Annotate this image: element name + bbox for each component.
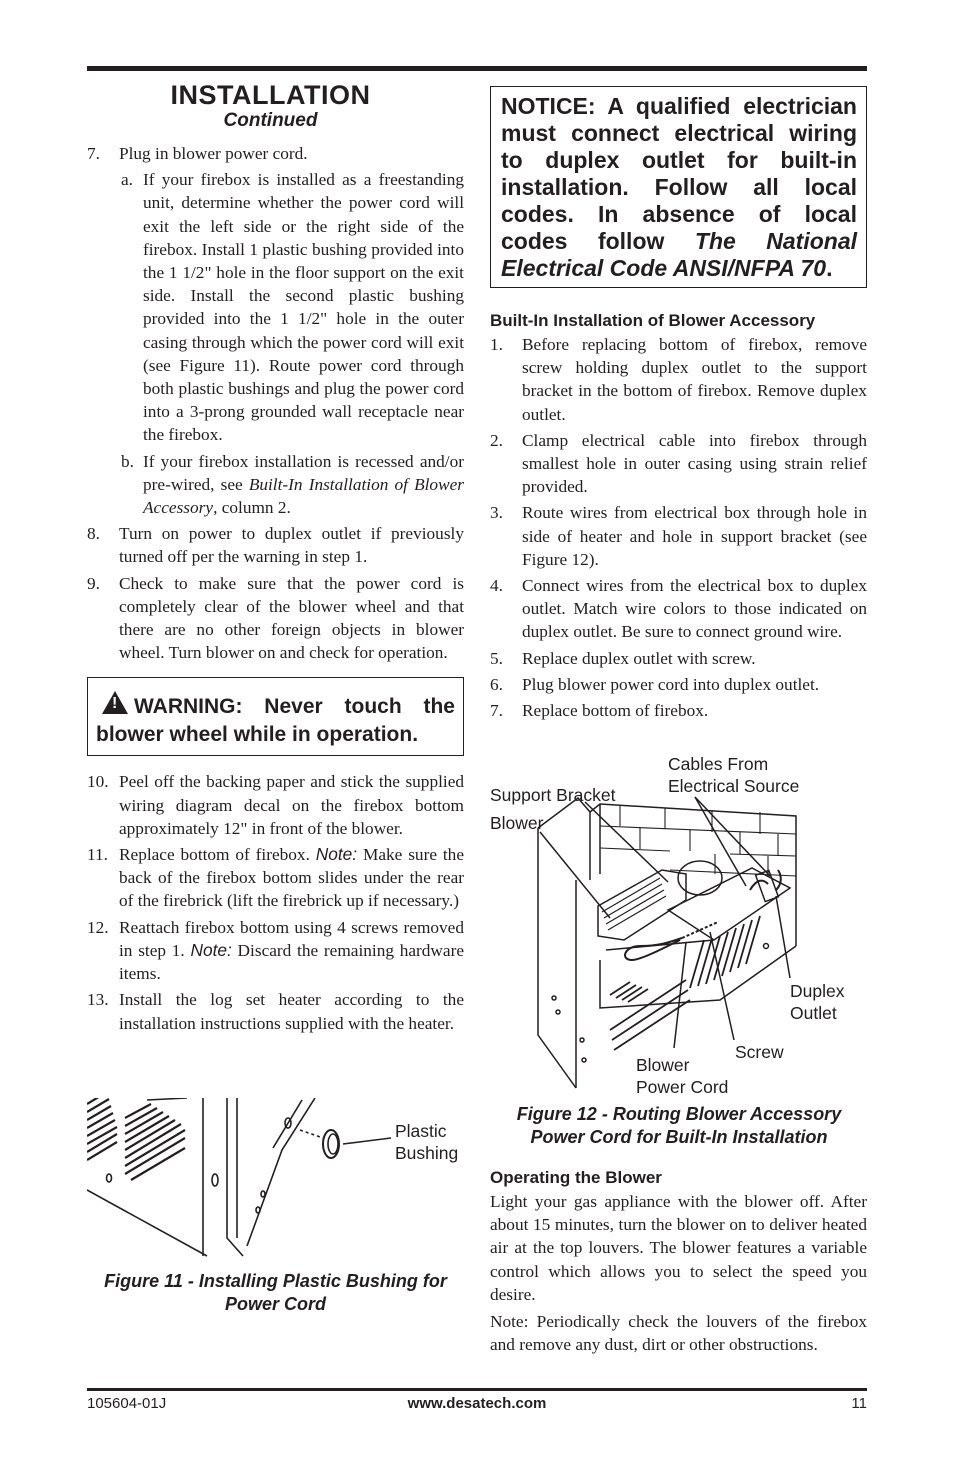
list-item-step-7b (87, 450, 464, 520)
step-text-end: Make sure the back of the firebox bottom slides under the rear of the firebrick (lift the firebrick up if necessary.) (119, 845, 464, 911)
list-item: 7. Replace bottom of firebox. (490, 701, 709, 721)
operating-heading: Operating the Blower (490, 1168, 662, 1187)
cord-label-line2: Power Cord (636, 1077, 729, 1097)
step-text: Install the log set heater according to the installation instructions supplied with the heater. (119, 990, 464, 1033)
notice-text: NOTICE: A qualified electrician must connect electrical wiring to duplex outlet for built-in installation. Follow all local codes. In absence of local codes follow (501, 93, 857, 254)
support-bracket-label: Support Bracket (490, 785, 616, 805)
step-text: Check to make sure that the power cord is completely clear of the blower wheel and that there are no other foreign objects in blower wheel. Turn blower on and check for operation. (119, 573, 464, 663)
page-number: 11 (851, 1395, 867, 1412)
step-number: 11. (87, 845, 108, 865)
step-number: 10. (87, 772, 109, 792)
operating-paragraph: Light your gas appliance with the blower off. After about 15 minutes, turn the blower on to deliver heated air at the top louvers. The blower features a variable control which allows you to select the speed you desire. (490, 1192, 867, 1304)
figure-12-caption-line2: Power Cord for Built-In Installation (530, 1127, 828, 1147)
list-item: 1. Before replacing bottom of firebox, remove screw holding duplex outlet to the support bracket in the bottom of firebox. Remove duplex outlet. (490, 335, 867, 424)
step-number: 13. (87, 990, 109, 1010)
substep-text: If your firebox installation is recessed and/or pre-wired, see (143, 451, 464, 494)
list-item: 4. Connect wires from the electrical box to duplex outlet. Match wire colors to those indicated on duplex outlet. Be sure to connect ground wire. (490, 576, 867, 642)
step-number: 12. (87, 917, 109, 937)
cord-label-line1: Blower (636, 1055, 690, 1075)
note-label: Note: (315, 844, 358, 865)
blower-label: Blower (490, 813, 544, 833)
substep-text-end: , column 2. (213, 498, 291, 518)
operating-note: Note: Periodically check the louvers of the firebox and remove any dust, dirt or other obstructions. (490, 1312, 867, 1355)
bushing-label: Bushing (395, 1143, 459, 1163)
list-item-step-7a (87, 168, 464, 446)
warning-box (87, 677, 464, 756)
figure-12-caption-line1: Figure 12 - Routing Blower Accessory (516, 1104, 842, 1124)
figure-11-caption: Figure 11 - Installing Plastic Bushing for Power Cord (104, 1271, 447, 1314)
step-text: Plug in blower power cord. (119, 144, 308, 163)
step-text: Replace bottom of firebox. (119, 845, 316, 865)
website-link[interactable]: www.desatech.com (407, 1395, 547, 1412)
list-item: 3. Route wires from electrical box through hole in side of heater and hole in support bracket (see Figure 12). (490, 503, 867, 569)
duplex-label-line2: Outlet (790, 1003, 837, 1023)
step-number: 8. (87, 524, 100, 544)
cables-label-line2: Electrical Source (668, 776, 800, 796)
top-rule (87, 66, 867, 71)
step-number: 7. (87, 144, 100, 163)
list-item: 6. Plug blower power cord into duplex outlet. (490, 674, 820, 694)
list-item-step-9 (87, 572, 464, 665)
notice-code-reference: The National Electrical Code ANSI/NFPA 70 (501, 228, 858, 281)
substep-letter: a. (121, 170, 133, 190)
list-item-step-12 (87, 916, 464, 986)
section-title: INSTALLATION (170, 80, 371, 110)
duplex-label-line1: Duplex (790, 981, 845, 1001)
builtin-steps (490, 333, 867, 722)
left-column (87, 80, 464, 1038)
doc-number: 105604-01J (87, 1395, 167, 1412)
cables-label-line1: Cables From (668, 754, 769, 774)
list-item-step-7 (87, 142, 464, 165)
list-item: 5. Replace duplex outlet with screw. (490, 648, 756, 668)
note-label: Note: (190, 939, 232, 960)
list-item-step-10 (87, 770, 464, 840)
warning-text: WARNING: Never touch the blower wheel while in operation. (96, 695, 455, 747)
list-item: 2. Clamp electrical cable into firebox through smallest hole in outer casing using strain relief provided. (490, 430, 867, 497)
section-subtitle: Continued (223, 110, 318, 131)
warning-icon: ! (102, 691, 128, 714)
operating-section (490, 1146, 867, 1360)
list-item-step-13 (87, 988, 464, 1034)
cross-reference: Built-In Installation of Blower Accessory (143, 474, 464, 518)
substep-letter: b. (121, 451, 134, 471)
right-column (490, 86, 867, 725)
notice-box: NOTICE: A qualified electrician must connect electrical wiring to duplex outlet for built-in installation. Follow all local codes. In absence of local codes follow The National Electrical Code ANSI/NFPA 70. (490, 86, 867, 288)
step-text: Reattach firebox bottom using 4 screws removed in step 1. (119, 917, 464, 960)
plastic-label: Plastic (395, 1121, 447, 1141)
bottom-rule (87, 1388, 867, 1391)
step-text: Peel off the backing paper and stick the supplied wiring diagram decal on the firebox bottom approximately 12" in front of the blower. (119, 772, 464, 838)
step-number: 9. (87, 573, 100, 593)
step-text-end: Discard the remaining hardware items. (119, 940, 465, 984)
list-item-step-11 (87, 843, 464, 913)
builtin-heading: Built-In Installation of Blower Accessory (490, 311, 816, 330)
figure-11 (87, 1098, 464, 1258)
screw-label: Screw (735, 1042, 784, 1062)
step-text: Turn on power to duplex outlet if previously turned off per the warning in step 1. (119, 524, 464, 567)
list-item-step-8 (87, 522, 464, 568)
figure-12 (490, 750, 867, 1100)
substep-text: If your firebox is installed as a freestanding unit, determine whether the power cord will exit the left side or the right side of the firebox. Install 1 plastic bushing provided into the 1 1/2" hole in the floor support on the exit side. Install the second plastic bushing provided into the 1 1/2" hole in the outer casing through which the power cord will exit (see Figure 11). Route power cord through both plastic bushings and plug the power cord into a 3-prong grounded wall receptacle near the firebox. (143, 170, 464, 445)
